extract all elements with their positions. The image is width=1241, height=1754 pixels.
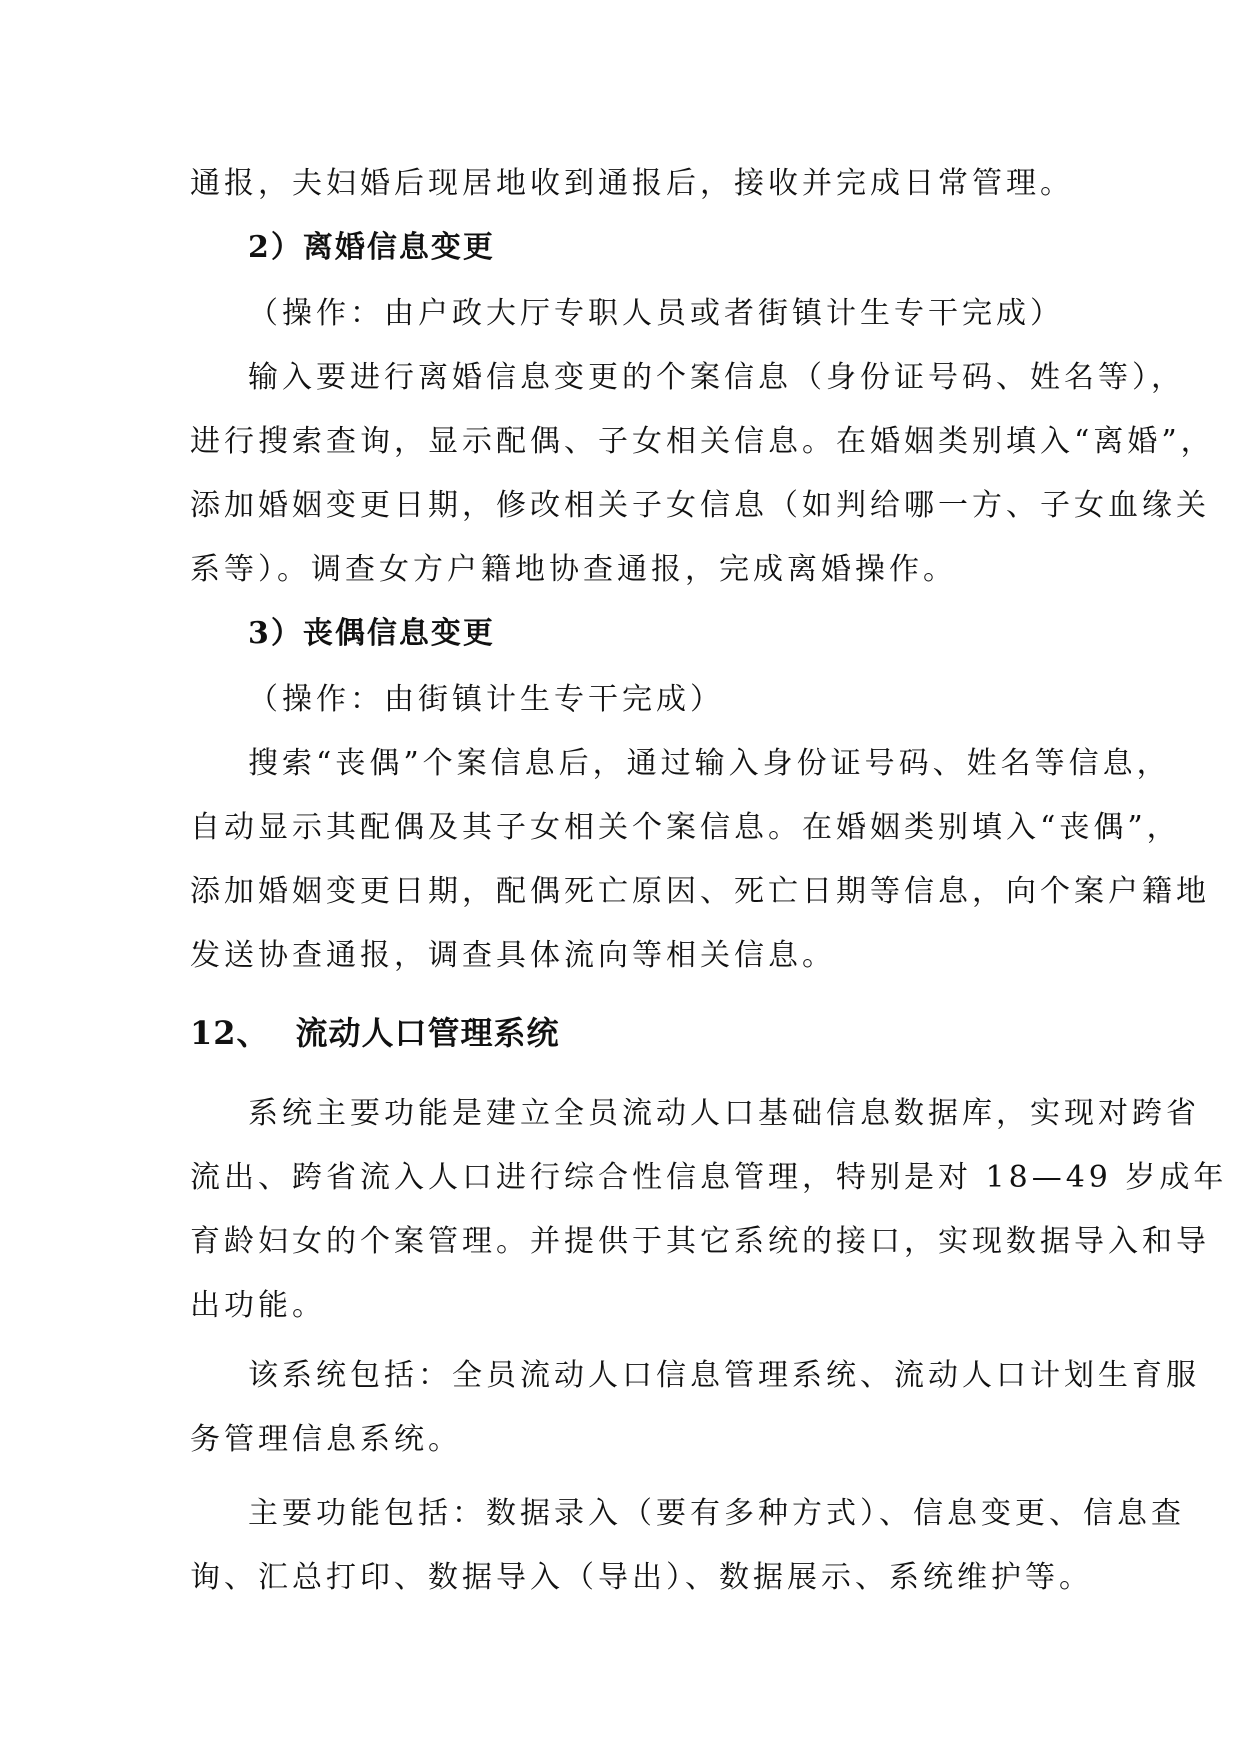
paragraph-line: 搜索“丧偶”个案信息后，通过输入身份证号码、姓名等信息， [248, 746, 1171, 781]
operation-note: （操作：由街镇计生专干完成） [248, 682, 724, 717]
paragraph-line: 系统主要功能是建立全员流动人口基础信息数据库，实现对跨省 [248, 1096, 1200, 1131]
paragraph-line: 系等）。调查女方户籍地协查通报，完成离婚操作。 [190, 552, 957, 587]
paragraph-line: 育龄妇女的个案管理。并提供于其它系统的接口，实现数据导入和导 [190, 1224, 1210, 1259]
paragraph-line: 务管理信息系统。 [190, 1422, 462, 1457]
paragraph-line: 流出、跨省流入人口进行综合性信息管理，特别是对 18—49 岁成年 [190, 1160, 1228, 1195]
subheading-widowed: 3）丧偶信息变更 [248, 616, 495, 651]
paragraph-line: 该系统包括：全员流动人口信息管理系统、流动人口计划生育服 [248, 1358, 1200, 1393]
paragraph-line: 进行搜索查询，显示配偶、子女相关信息。在婚姻类别填入“离婚”， [190, 424, 1215, 459]
paragraph-line: 自动显示其配偶及其子女相关个案信息。在婚姻类别填入“丧偶”， [190, 810, 1181, 845]
section-title: 流动人口管理系统 [295, 1014, 560, 1052]
paragraph-line: 发送协查通报，调查具体流向等相关信息。 [190, 938, 836, 973]
paragraph-line: 通报，夫妇婚后现居地收到通报后，接收并完成日常管理。 [190, 166, 1074, 201]
paragraph-line: 主要功能包括：数据录入（要有多种方式）、信息变更、信息查 [248, 1496, 1185, 1531]
paragraph-line: 输入要进行离婚信息变更的个案信息（身份证号码、姓名等）， [248, 360, 1185, 395]
paragraph-line: 添加婚姻变更日期，配偶死亡原因、死亡日期等信息，向个案户籍地 [190, 874, 1210, 909]
paragraph-line: 出功能。 [190, 1288, 326, 1323]
subheading-divorce: 2）离婚信息变更 [248, 230, 495, 265]
section-number: 12、 [190, 1014, 270, 1052]
section-heading [190, 1012, 560, 1054]
paragraph-line: 添加婚姻变更日期，修改相关子女信息（如判给哪一方、子女血缘关 [190, 488, 1210, 523]
operation-note: （操作：由户政大厅专职人员或者街镇计生专干完成） [248, 296, 1064, 331]
paragraph-line: 询、汇总打印、数据导入（导出）、数据展示、系统维护等。 [190, 1560, 1093, 1595]
